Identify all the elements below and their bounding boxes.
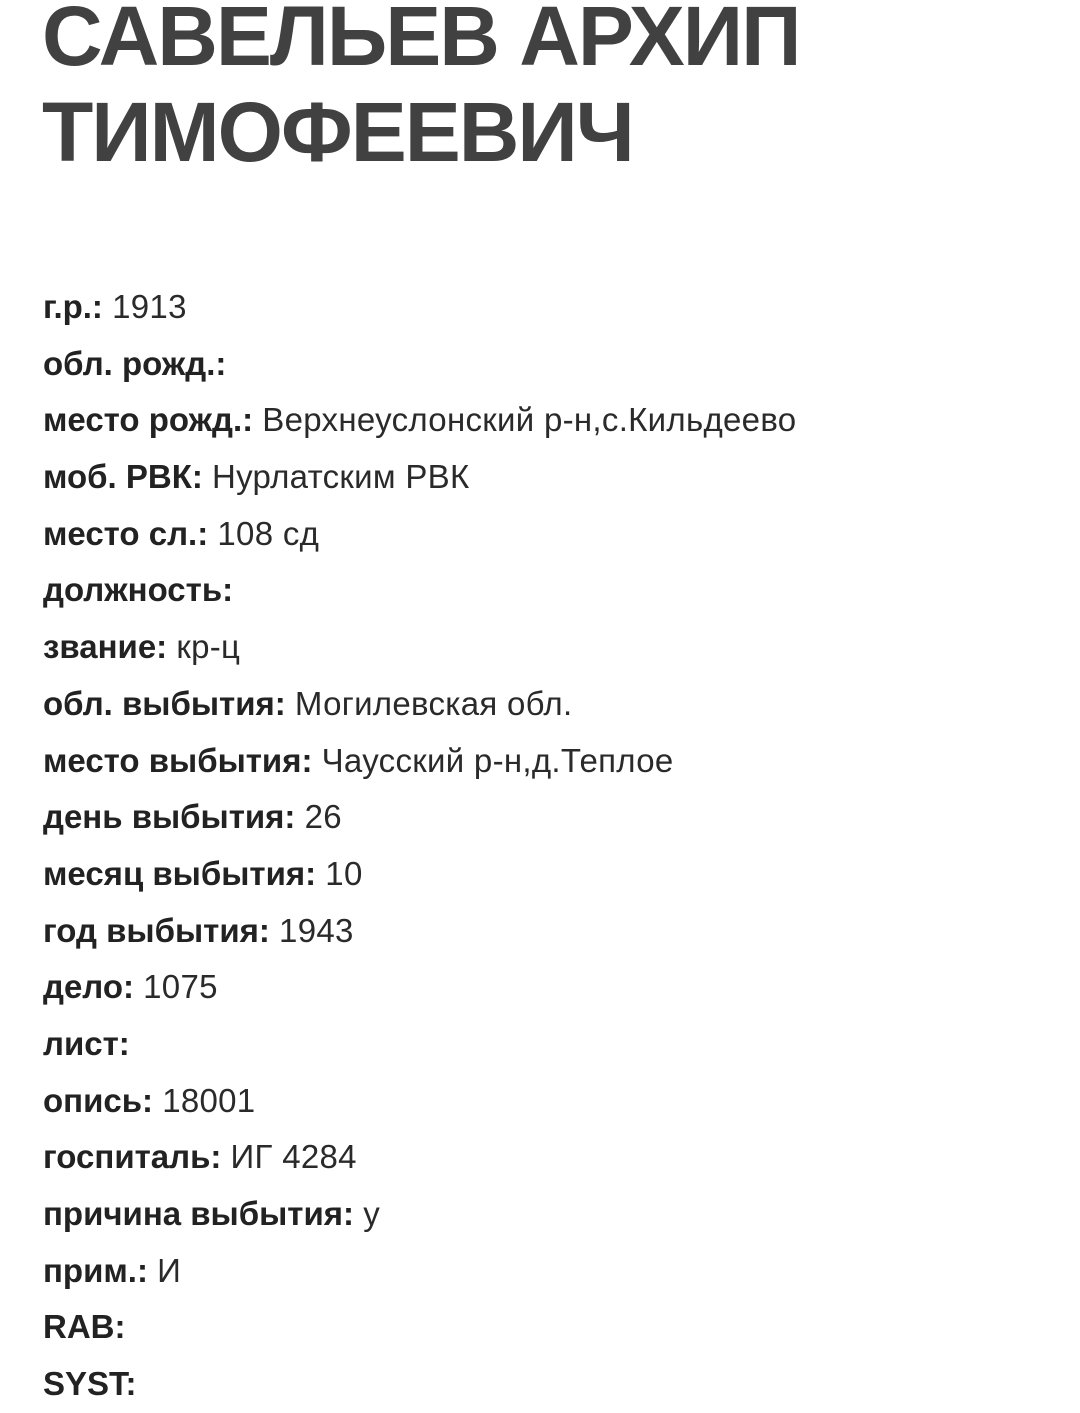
field-value: 1913: [112, 288, 187, 325]
record-fields-list: [43, 279, 796, 1413]
field-row-mobilization-office: [43, 449, 796, 506]
field-label: RAB:: [43, 1308, 126, 1346]
field-row-rab: [43, 1299, 796, 1356]
field-row-departure-region: [43, 676, 796, 733]
field-row-case: [43, 959, 796, 1016]
field-value: Верхнеуслонский р-н,с.Кильдеево: [262, 401, 797, 439]
field-value: Могилевская обл.: [294, 684, 573, 722]
field-label: опись:: [43, 1081, 154, 1119]
field-value: 10: [325, 854, 363, 892]
field-label: обл. выбытия:: [43, 684, 286, 722]
field-label: звание:: [43, 628, 168, 666]
field-value: Нурлатским РВК: [212, 458, 470, 496]
field-value: И: [157, 1251, 182, 1289]
field-value: 26: [304, 798, 342, 836]
field-label: г.р.:: [43, 288, 103, 325]
field-row-note: [43, 1243, 796, 1300]
field-row-departure-year: [43, 903, 796, 960]
field-row-position: [43, 562, 796, 619]
field-value: у: [363, 1195, 380, 1232]
field-label: причина выбытия:: [43, 1195, 355, 1232]
field-row-sheet: [43, 1016, 796, 1073]
field-value: 18001: [162, 1081, 256, 1119]
field-row-birth-place: [43, 392, 796, 449]
field-label: прим.:: [43, 1251, 148, 1289]
field-label: место сл.:: [43, 514, 209, 552]
field-label: месяц выбытия:: [43, 854, 317, 892]
field-label: дело:: [43, 968, 134, 1006]
field-label: обл. рожд.:: [43, 344, 227, 382]
field-row-rank: [43, 619, 796, 676]
field-label: SYST:: [43, 1365, 137, 1403]
title-line-2: ТИМОФЕЕВИЧ: [42, 85, 633, 179]
page-title: [42, 0, 800, 180]
field-label: место выбытия:: [43, 741, 313, 779]
field-label: лист:: [43, 1024, 130, 1062]
field-row-service-place: [43, 506, 796, 563]
field-label: госпиталь:: [43, 1138, 222, 1176]
field-row-departure-reason: [43, 1186, 796, 1243]
field-value: ИГ 4284: [230, 1138, 357, 1176]
field-label: день выбытия:: [43, 798, 296, 836]
field-value: 1075: [143, 968, 218, 1006]
field-row-birth-year: [43, 279, 796, 336]
field-row-departure-month: [43, 846, 796, 903]
field-row-departure-place: [43, 733, 796, 790]
field-label: место рожд.:: [43, 401, 254, 439]
field-label: моб. РВК:: [43, 458, 203, 496]
field-label: год выбытия:: [43, 911, 270, 949]
field-row-hospital: [43, 1129, 796, 1186]
field-row-departure-day: [43, 789, 796, 846]
field-value: 108 сд: [217, 514, 320, 552]
field-value: кр-ц: [176, 628, 241, 666]
field-value: 1943: [279, 911, 354, 949]
field-row-inventory: [43, 1073, 796, 1130]
field-row-syst: [43, 1356, 796, 1413]
title-line-1: САВЕЛЬЕВ АРХИП: [42, 0, 800, 83]
field-row-birth-region: [43, 336, 796, 393]
field-label: должность:: [43, 571, 234, 609]
field-value: Чаусский р-н,д.Теплое: [321, 741, 674, 779]
